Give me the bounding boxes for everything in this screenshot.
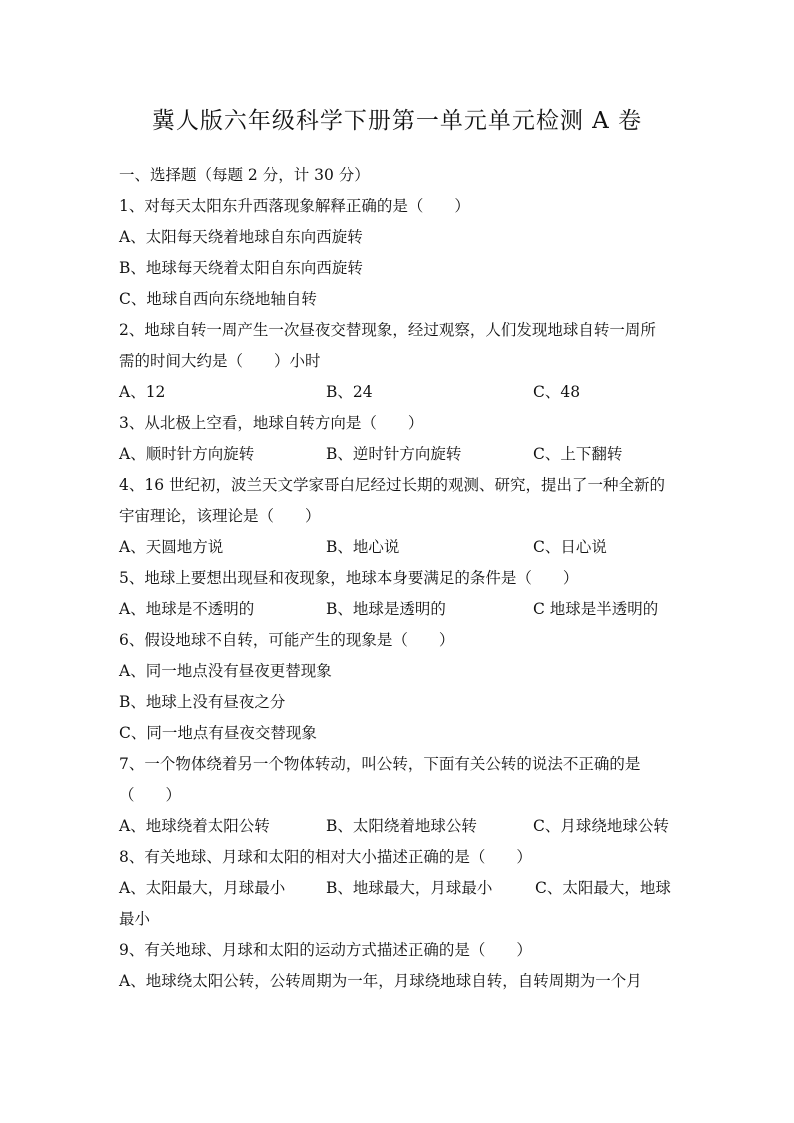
question-8-option-a: A、太阳最大，月球最小 <box>119 879 286 897</box>
question-4-option-a: A、天圆地方说 <box>119 538 224 556</box>
question-7-stem-line-1: 7、一个物体绕着另一个物体转动，叫公转，下面有关公转的说法不正确的是 <box>119 755 641 773</box>
question-5-stem: 5、地球上要想出现昼和夜现象，地球本身要满足的条件是（ ） <box>119 569 579 587</box>
question-2-option-b: B、24 <box>326 383 373 401</box>
question-9-option-a: A、地球绕太阳公转，公转周期为一年，月球绕地球自转，自转周期为一个月 <box>119 972 642 990</box>
question-8-stem: 8、有关地球、月球和太阳的相对大小描述正确的是（ ） <box>119 848 532 866</box>
question-3-option-b: B、逆时针方向旋转 <box>326 445 462 463</box>
question-4-option-b: B、地心说 <box>326 538 400 556</box>
question-7-stem-line-2: （ ） <box>119 786 182 804</box>
question-7-option-c: C、月球绕地球公转 <box>533 817 669 835</box>
question-1-option-a: A、太阳每天绕着地球自东向西旋转 <box>119 228 363 246</box>
question-1-stem: 1、对每天太阳东升西落现象解释正确的是（ ） <box>119 197 470 215</box>
question-2-stem-line-2: 需的时间大约是（ ）小时 <box>119 352 321 370</box>
question-3-options <box>119 439 679 470</box>
question-3-stem: 3、从北极上空看，地球自转方向是（ ） <box>119 414 424 432</box>
question-2-stem-line-1: 2、地球自转一周产生一次昼夜交替现象，经过观察，人们发现地球自转一周所 <box>119 321 656 339</box>
question-8-option-b: B、地球最大，月球最小 <box>326 879 493 897</box>
question-7-options <box>119 811 679 842</box>
question-5-option-a: A、地球是不透明的 <box>119 600 255 618</box>
section-heading: 一、选择题（每题 2 分，计 30 分） <box>119 166 370 184</box>
question-1-option-c: C、地球自西向东绕地轴自转 <box>119 290 317 308</box>
question-6-option-a: A、同一地点没有昼夜更替现象 <box>119 662 332 680</box>
question-6-option-b: B、地球上没有昼夜之分 <box>119 693 286 711</box>
question-4-option-c: C、日心说 <box>533 538 607 556</box>
question-6-stem: 6、假设地球不自转，可能产生的现象是（ ） <box>119 631 455 649</box>
question-1-option-b: B、地球每天绕着太阳自东向西旋转 <box>119 259 363 277</box>
question-9-stem: 9、有关地球、月球和太阳的运动方式描述正确的是（ ） <box>119 941 532 959</box>
question-2-option-a: A、12 <box>119 383 166 401</box>
question-4-options <box>119 532 679 563</box>
page-title: 冀人版六年级科学下册第一单元单元检测 A 卷 <box>151 108 643 134</box>
exam-body <box>119 160 679 997</box>
question-3-option-c: C、上下翻转 <box>533 445 623 463</box>
question-8-option-c: C、太阳最大，地球 <box>535 879 671 897</box>
question-7-option-a: A、地球绕着太阳公转 <box>119 817 270 835</box>
question-3-option-a: A、顺时针方向旋转 <box>119 445 255 463</box>
question-8-option-c-wrap: 最小 <box>119 910 151 928</box>
question-6-option-c: C、同一地点有昼夜交替现象 <box>119 724 317 742</box>
question-7-option-b: B、太阳绕着地球公转 <box>326 817 477 835</box>
question-8-options <box>119 873 679 904</box>
question-2-options <box>119 377 679 408</box>
question-4-stem-line-1: 4、16 世纪初，波兰天文学家哥白尼经过长期的观测、研究，提出了一种全新的 <box>119 476 666 494</box>
question-5-option-c: C 地球是半透明的 <box>533 600 659 618</box>
question-4-stem-line-2: 宇宙理论，该理论是（ ） <box>119 507 321 525</box>
question-5-option-b: B、地球是透明的 <box>326 600 446 618</box>
question-2-option-c: C、48 <box>533 383 581 401</box>
question-5-options <box>119 594 679 625</box>
